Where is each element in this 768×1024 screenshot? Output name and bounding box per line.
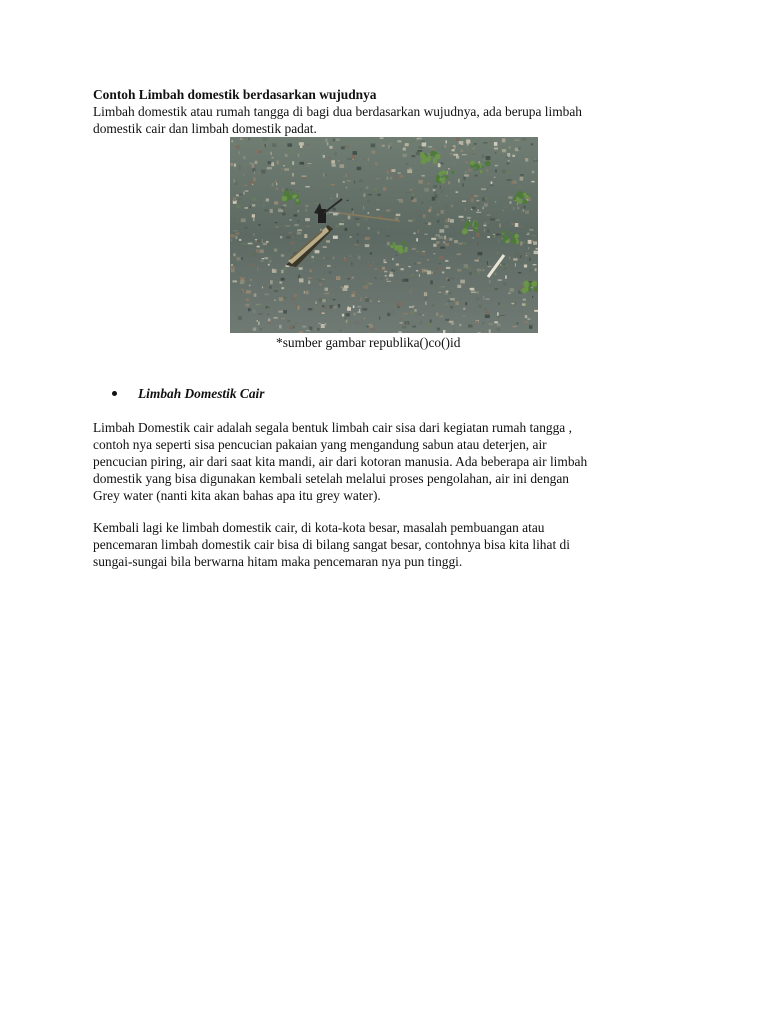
paragraph-line: pencucian piring, air dari saat kita mandi, air dari kotoran manusia. Ada beberapa air limbah [93, 454, 588, 469]
paragraph-liquid-waste [93, 419, 683, 504]
image-caption: *sumber gambar republika()co()id [276, 335, 461, 350]
paragraph-city-pollution [93, 519, 683, 570]
bullet-dot-icon [112, 391, 117, 396]
bullet-label: Limbah Domestik Cair [138, 386, 265, 401]
paragraph-line: Grey water (nanti kita akan bahas apa itu grey water). [93, 488, 381, 503]
paragraph-line: contoh nya seperti sisa pencucian pakaian yang mengandung sabun atau deterjen, air [93, 437, 547, 452]
intro-line: domestik cair dan limbah domestik padat. [93, 121, 317, 136]
polluted-river-photo [230, 137, 538, 333]
paragraph-line: domestik yang bisa digunakan kembali setelah melalui proses pengolahan, air ini dengan [93, 471, 569, 486]
paragraph-line: Limbah Domestik cair adalah segala bentuk limbah cair sisa dari kegiatan rumah tangga , [93, 420, 572, 435]
document-heading: Contoh Limbah domestik berdasarkan wujudnya [93, 87, 377, 102]
bullet-item [112, 385, 264, 402]
intro-paragraph [93, 103, 683, 137]
paragraph-line: pencemaran limbah domestik cair bisa di bilang sangat besar, contohnya bisa kita lihat di [93, 537, 570, 552]
paragraph-line: sungai-sungai bila berwarna hitam maka pencemaran nya pun tinggi. [93, 554, 463, 569]
intro-line: Limbah domestik atau rumah tangga di bagi dua berdasarkan wujudnya, ada berupa limbah [93, 104, 582, 119]
paragraph-line: Kembali lagi ke limbah domestik cair, di kota-kota besar, masalah pembuangan atau [93, 520, 545, 535]
